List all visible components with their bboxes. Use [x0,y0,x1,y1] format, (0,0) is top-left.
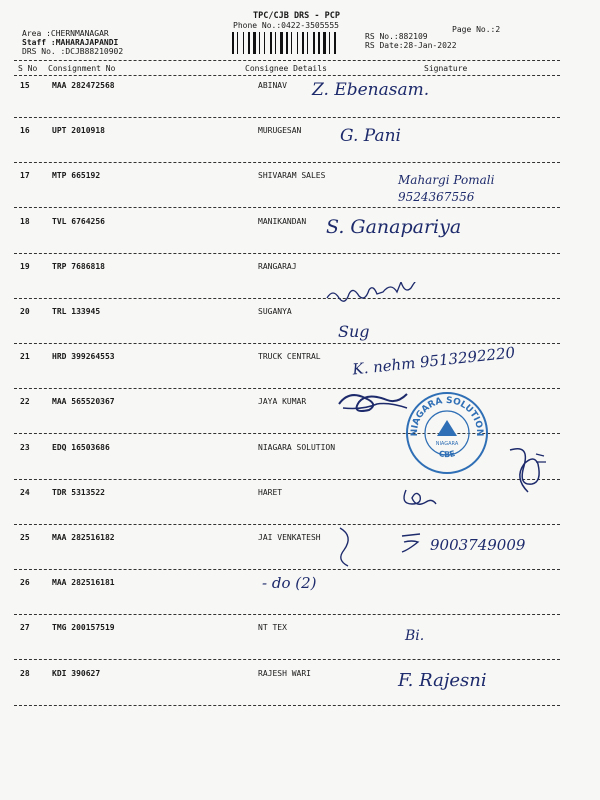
barcode-bar [264,32,265,54]
row-sno: 21 [20,352,30,361]
row-consignee: MURUGESAN [258,126,302,135]
row-consignment: TRP 7686818 [52,262,105,271]
barcode-bar [291,32,292,54]
row-consignment: MAA 282472568 [52,81,115,90]
row-sno: 22 [20,397,30,406]
row-consignment: KDI 390627 [52,669,101,678]
barcode-bar [334,32,336,54]
barcode-bar [270,32,272,54]
row-consignment: HRD 399264553 [52,352,115,361]
row-consignee: TRUCK CENTRAL [258,352,321,361]
barcode-bar [329,32,330,54]
rs-date: RS Date:28-Jan-2022 [365,41,457,50]
signature-16: G. Pani [340,126,401,146]
barcode [232,32,362,54]
area-label: Area :CHERNMANAGAR [22,29,109,38]
barcode-bar [237,32,238,54]
barcode-bar [280,32,283,54]
row-separator [14,253,560,254]
barcode-bar [313,32,315,54]
page-number: Page No.:2 [452,25,501,34]
barcode-bar [253,32,256,54]
row-sno: 27 [20,623,30,632]
row-consignee: JAI VENKATESH [258,533,321,542]
row-sno: 20 [20,307,30,316]
row-sno: 28 [20,669,30,678]
row-consignment: UPT 2010918 [52,126,105,135]
signature-21: K. nehm 9513292220 [351,343,516,379]
phone-number: Phone No.:0422-3505555 [233,21,339,30]
row-sno: 19 [20,262,30,271]
signature-28: F. Rajesni [398,670,487,691]
barcode-bar [323,32,326,54]
row-consignment: MAA 282516181 [52,578,115,587]
rs-number: RS No.:882109 [365,32,428,41]
row-consignee: SHIVARAM SALES [258,171,326,180]
row-consignee: MANIKANDAN [258,217,307,226]
barcode-bar [302,32,304,54]
row-separator [14,388,560,389]
barcode-bar [248,32,250,54]
barcode-bar [307,32,308,54]
row-consignee: RANGARAJ [258,262,297,271]
barcode-bar [243,32,244,54]
row-consignment: MAA 282516182 [52,533,115,542]
barcode-bar [286,32,288,54]
row-separator [14,298,560,299]
row-consignment: TVL 6764256 [52,217,105,226]
barcode-bar [259,32,260,54]
row-consignment: MTP 665192 [52,171,101,180]
scribble-signature-24 [400,486,440,512]
row-separator [14,117,560,118]
stamp-bottom-text: CBE [437,448,457,460]
signature-15: Z. Ebenasam. [312,80,430,100]
row-separator [14,479,560,480]
row-consignee: NT TEX [258,623,287,632]
row-sno: 16 [20,126,30,135]
row-sno: 25 [20,533,30,542]
row-sno: 24 [20,488,30,497]
staff-label: Staff :MAHARAJAPANDI [22,38,119,47]
row-separator [14,705,560,706]
row-consignment: MAA 565520367 [52,397,115,406]
row-separator [14,162,560,163]
row-consignment: EDQ 16503686 [52,443,110,452]
col-sno: S No [18,64,38,73]
row-separator [14,524,560,525]
document-title: TPC/CJB DRS - PCP [253,11,340,21]
row-consignee: HARET [258,488,283,497]
signature-26: - do (2) [262,574,317,592]
scribble-signature-19 [325,282,435,306]
row-sno: 17 [20,171,30,180]
signature-25: 9003749009 [430,536,526,554]
columns-rule [14,75,560,76]
stamp-top-text: NIAGARA SOLUTION [409,395,485,437]
scribble-signature-25 [330,522,430,572]
row-sno: 18 [20,217,30,226]
stamp-inner-text: NIAGARA [435,441,459,447]
barcode-bar [297,32,298,54]
col-consignment: Consignment No [48,64,116,73]
stamp-logo-icon [437,420,457,436]
row-consignment: TMG 200157519 [52,623,115,632]
header-rule [14,60,560,61]
scribble-signature-22 [335,390,415,418]
row-separator [14,569,560,570]
scribble-signature-23 [500,440,550,500]
barcode-bar [232,32,234,54]
col-consignee: Consignee Details [245,64,327,73]
drs-number: DRS No. :DCJB88210902 [22,47,124,56]
row-separator [14,659,560,660]
company-stamp [404,390,490,476]
row-consignee: ABINAV [258,81,287,90]
row-consignment: TRL 133945 [52,307,101,316]
signature-18: S. Ganapariya [326,216,462,238]
row-consignment: TDR 5313522 [52,488,105,497]
signature-17: Mahargi Pomali 9524367556 [398,173,495,204]
col-signature: Signature [424,64,468,73]
row-separator [14,207,560,208]
row-sno: 23 [20,443,30,452]
row-separator [14,343,560,344]
barcode-bar [275,32,276,54]
row-consignee: RAJESH WARI [258,669,311,678]
signature-27: Bi. [405,628,425,644]
signature-20: Sug [338,322,370,341]
row-separator [14,614,560,615]
row-sno: 26 [20,578,30,587]
row-sno: 15 [20,81,30,90]
row-consignee: NIAGARA SOLUTION [258,443,336,452]
barcode-bar [318,32,320,54]
row-consignee: SUGANYA [258,307,292,316]
row-consignee: JAYA KUMAR [258,397,307,406]
